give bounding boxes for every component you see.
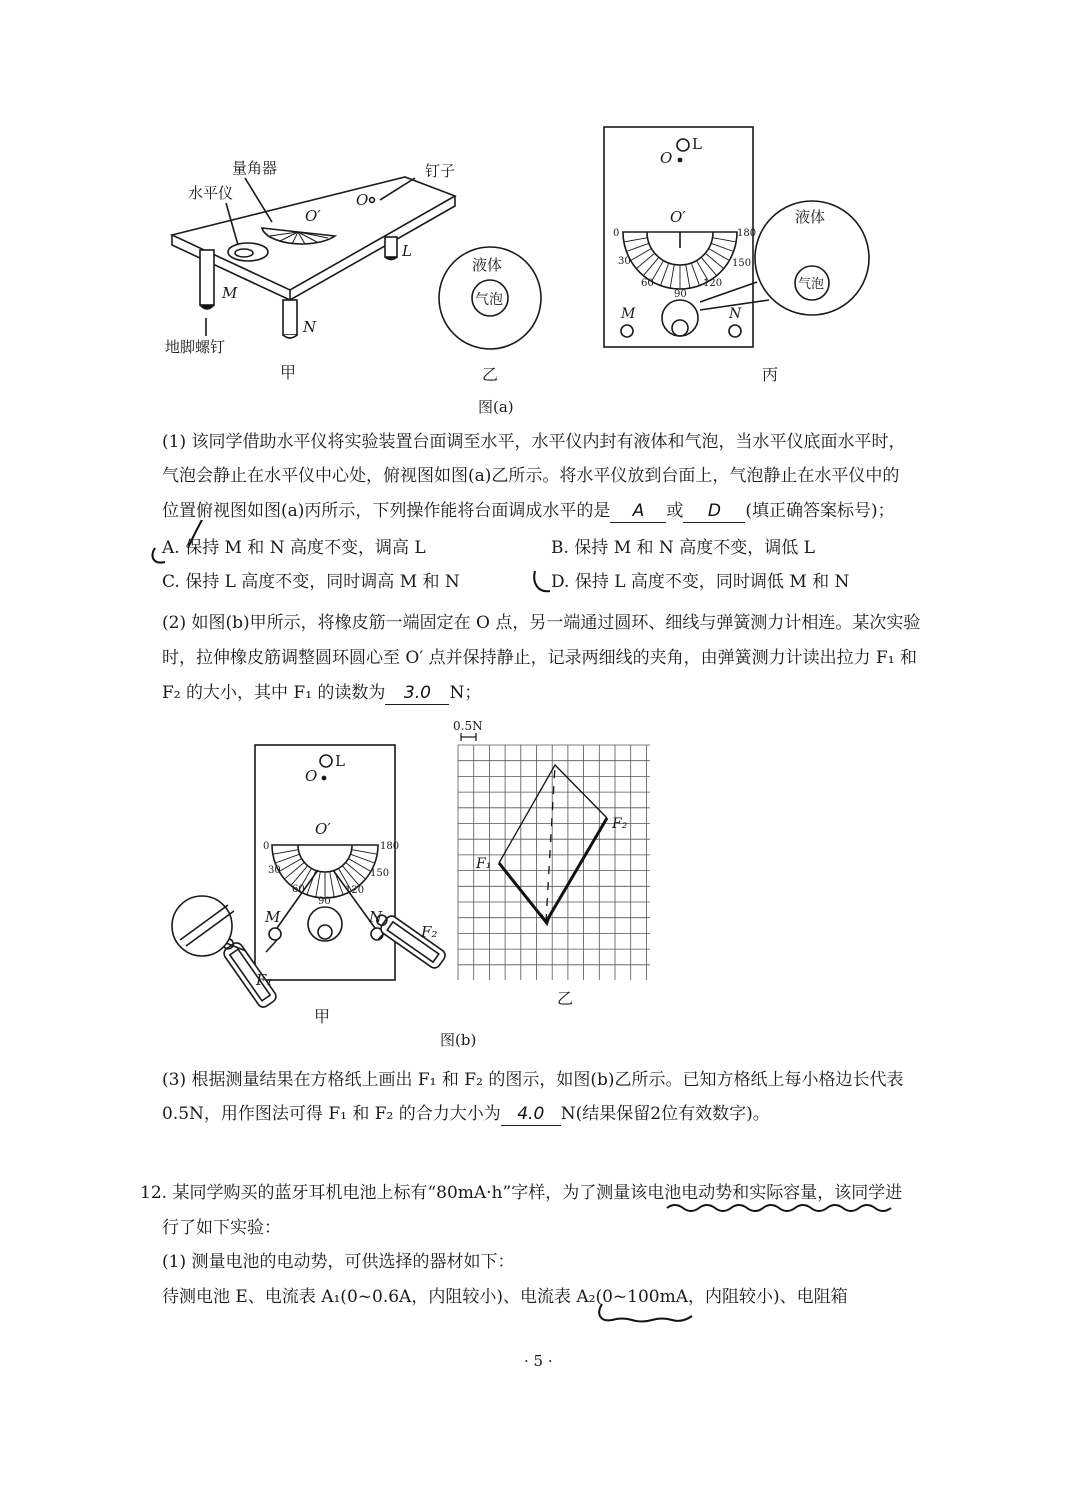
yi-b-caption: 乙 — [557, 989, 574, 1008]
jia-b-tick-30: 30 — [268, 865, 281, 876]
jia-b-caption: 甲 — [314, 1007, 331, 1026]
bing-M-label: M — [621, 306, 636, 322]
q12-line4: 待测电池 E、电流表 A₁(0~0.6A，内阻较小)、电流表 A₂(0~100mA，内阻较小)、电阻箱 — [162, 1287, 848, 1307]
q11-p1-or: 或 — [666, 501, 684, 521]
q11-p2-line3 — [162, 682, 481, 705]
jia-b-tick-180: 180 — [380, 841, 400, 852]
q11-p1-line3-pre: 位置俯视图如图(a)丙所示，下列操作能将台面调成水平的是 — [162, 501, 611, 521]
bing-L-label: L — [692, 135, 702, 153]
q11-p1-line2: 气泡会静止在水平仪中心处，俯视图如图(a)乙所示。将水平仪放到台面上，气泡静止在水平仪中的 — [162, 466, 900, 486]
jia-b-M-label: M — [265, 908, 281, 926]
q11-option-c[interactable]: C. 保持 L 高度不变，同时调高 M 和 N — [162, 572, 460, 592]
q11-p3-answer[interactable]: 4.0 — [501, 1103, 561, 1126]
jia-b-F2-label: F₂ — [421, 923, 438, 941]
bing-tick-120: 120 — [703, 278, 723, 289]
figure-b — [0, 710, 1080, 1055]
yi-b-F1-label: F₁ — [476, 856, 492, 872]
N-label: N — [303, 318, 317, 336]
jia-b-tick-60: 60 — [292, 884, 305, 895]
jia-b-tick-120: 120 — [345, 885, 365, 896]
jia-b-tick-90: 90 — [318, 896, 331, 907]
q11-p2-line3-post: N； — [449, 683, 482, 703]
q11-p1-line1: (1) 该同学借助水平仪将实验装置台面调至水平，水平仪内封有液体和气泡，当水平仪底面水平时， — [162, 432, 906, 452]
L-label: L — [402, 242, 412, 260]
q12-underline-squiggle — [665, 1200, 895, 1218]
jia-b-O-label: O — [305, 767, 318, 785]
jia-caption: 甲 — [280, 363, 297, 382]
q11-p3-line2 — [162, 1103, 770, 1126]
q12-range-circle-mark — [594, 1300, 694, 1326]
bing-tick-60: 60 — [641, 278, 654, 289]
page-number: · 5 · — [524, 1352, 553, 1370]
q11-p2-line2: 时，拉伸橡皮筋调整圆环圆心至 O′ 点并保持静止，记录两细线的夹角，由弹簧测力计读出拉力 F₁ 和 — [162, 648, 918, 668]
q11-p3-line1: (3) 根据测量结果在方格纸上画出 F₁ 和 F₂ 的图示，如图(b)乙所示。已知方格纸上每小格边长代表 — [162, 1070, 904, 1090]
jia-b-tick-0: 0 — [263, 841, 270, 852]
figure-b-caption: 图(b) — [440, 1031, 477, 1049]
yi-liquid-label: 液体 — [472, 256, 503, 274]
bing-tick-150: 150 — [732, 258, 752, 269]
q11-option-b[interactable]: B. 保持 M 和 N 高度不变，调低 L — [551, 538, 815, 558]
figure-a — [0, 0, 1080, 420]
feet-label: 地脚螺钉 — [165, 338, 226, 356]
bing-O-label: O — [660, 149, 673, 167]
M-label: M — [222, 284, 238, 302]
bing-tick-0: 0 — [613, 228, 620, 239]
bing-tick-90: 90 — [674, 289, 687, 300]
O-prime-label: O′ — [305, 207, 321, 225]
q11-p2-answer[interactable]: 3.0 — [385, 682, 449, 705]
bing-tick-180: 180 — [737, 228, 757, 239]
jia-b-O-prime-label: O′ — [315, 820, 331, 838]
bing-caption: 丙 — [762, 365, 779, 384]
q11-p1-line3-post: (填正确答案标号)； — [745, 501, 895, 521]
q11-p1-answer-1[interactable]: A — [610, 500, 666, 523]
q12-line1: 12. 某同学购买的蓝牙耳机电池上标有“80mA·h”字样，为了测量该电池电动势和实际容量，该同学进 — [140, 1183, 903, 1203]
figure-b-yi-forces — [461, 733, 607, 924]
q12-line3: (1) 测量电池的电动势，可供选择的器材如下： — [162, 1252, 515, 1272]
bing-O-prime-label: O′ — [670, 208, 686, 226]
q11-p2-line1: (2) 如图(b)甲所示，将橡皮筋一端固定在 O 点，另一端通过圆环、细线与弹簧测力计相连。某次实验 — [162, 613, 921, 633]
bing-bubble-label: 气泡 — [798, 277, 825, 292]
nail-label: 钉子 — [425, 162, 456, 180]
q11-p2-line3-pre: F₂ 的大小，其中 F₁ 的读数为 — [162, 683, 386, 703]
q11-p3-line2-pre: 0.5N，用作图法可得 F₁ 和 F₂ 的合力大小为 — [162, 1104, 501, 1124]
yi-caption: 乙 — [482, 365, 499, 384]
q11-option-a[interactable]: A. 保持 M 和 N 高度不变，调高 L — [162, 538, 426, 558]
jia-b-N-label: N — [369, 908, 383, 926]
q12-line2: 行了如下实验： — [162, 1218, 281, 1238]
jia-b-L-label: L — [335, 752, 345, 770]
yi-bubble-label: 气泡 — [475, 292, 503, 308]
jia-b-F1-label: F₁ — [256, 971, 273, 989]
O-label: O — [356, 191, 369, 209]
level-label: 水平仪 — [188, 184, 234, 202]
option-d-check-mark — [530, 565, 570, 597]
jia-b-tick-150: 150 — [370, 868, 390, 879]
bing-liquid-label: 液体 — [795, 208, 826, 226]
figure-a-caption: 图(a) — [478, 398, 514, 416]
yi-b-F2-label: F₂ — [612, 816, 628, 832]
bing-tick-30: 30 — [618, 256, 631, 267]
protractor-label: 量角器 — [232, 159, 278, 177]
yi-b-scale-label: 0.5N — [453, 719, 483, 733]
bing-N-label: N — [729, 306, 742, 322]
q11-p1-answer-2[interactable]: D — [683, 500, 745, 523]
q11-option-d[interactable]: D. 保持 L 高度不变，同时调低 M 和 N — [551, 572, 850, 592]
q11-p3-line2-post: N(结果保留2位有效数字)。 — [560, 1104, 770, 1124]
